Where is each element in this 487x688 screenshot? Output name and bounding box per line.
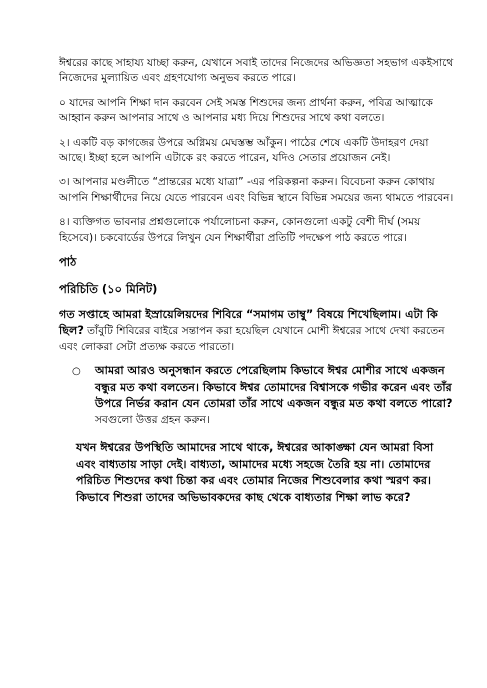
intro-explanation: তাঁবুটি শিবিরের বাইরে সন্তাপন করা হয়েছিল যেখানে মোশী ঈশ্বরের সাথে দেখা করতেন এবং লোকরা সেটা প্রত্যক্ষ করতে পারতো।	[59, 325, 445, 353]
paragraph-pray-children: ০ যাদের আপনি শিক্ষা দান করবেন সেই সমস্ত শিশুদের জন্য প্রার্থনা করুন, পবিত্র আত্মাকে আহ্বান করুন আপনার সাথে ও আপনার মধ্য দিয়ে শিশুদের সাথে কথা বলতে।	[59, 96, 433, 125]
paragraph-step-3: ৩। আপনার মণ্ডলীতে “প্রান্তরের মধ্যে যাত্রা” -এর পরিকল্পনা করুন। বিবেচনা করুন কোথায় আপনি শিক্ষার্থীদের নিয়ে যেতে পারবেন এবং বিভিন্ন স্থানে বিভিন্ন সময়ের জন্য থামতে পারবেন।	[59, 176, 454, 204]
question-text: আমরা আরও অনুসন্ধান করতে পেরেছিলাম কিভাবে ঈশ্বর মোশীর সাথে একজন বন্ধুর মত কথা বলতেন। কিভাবে ঈশ্বর তোমাদের বিশ্বাসকে গভীর করেন এবং তাঁর উপরে নির্ভর করান যেন তোমরা তাঁর সাথে একজন বন্ধুর মত কথা বলতে পারো?	[95, 364, 453, 411]
paragraph-prayer-help: ঈশ্বরের কাছে সাহায্য যাচ্ছা করুন, যেখানে সবাই তাদের নিজেদের অভিজ্ঞতা সহভাগ একইসাথে নিজেদের মুল্যায়িত এবং গ্রহণযোগ্য অনুভব করতে পারে।	[59, 57, 454, 85]
intro-heading: পরিচিতি (১০ মিনিট)	[59, 282, 158, 297]
intro-question: গত সপ্তাহে আমরা ইস্রায়েলিয়দের শিবিরে “সমাগম তাম্বু” বিষয়ে শিখেছিলাম। এটা কি ছিল?	[59, 308, 438, 338]
circle-bullet-icon: ○	[72, 366, 81, 378]
paragraph-step-2: ২। একটি বড় কাগজের উপরে অগ্নিময় মেঘস্তম্ভ আঁকুন। পাঠের শেষে একটি উদাহরণ দেয়া আছে। ইচ্ছা হলে আপনি এটাকে রং করতে পারেন, যদিও সেতার প্রয়োজন নেই।	[59, 136, 429, 165]
lesson-heading: পাঠ	[59, 255, 77, 270]
page-content	[59, 56, 455, 506]
closing-paragraph: যখন ঈশ্বরের উপস্থিতি আমাদের সাথে থাকে, ঈশ্বরের আকাঙ্ক্ষা যেন আমরা বিসা এবং বাধ্যতায় সাড়া দেই। বাধ্যতা, আমাদের মধ্যে সহজে তৈরি হয় না। তোমাদের পরিচিত শিশুদের কথা চিন্তা কর এবং তোমার নিজের শিশুবেলার কথা স্মরণ কর। কিভাবে শিশুরা তাদের অভিভাবকদের কাছ থেকে বাধ্যতার শিক্ষা লাভ করে?	[76, 440, 434, 504]
answer-note: সবগুলো উত্তর গ্রহন করুন।	[95, 413, 210, 426]
intro-paragraph	[59, 307, 455, 355]
question-block	[95, 363, 455, 428]
paragraph-step-4: ৪। ব্যক্তিগত ভাবনার প্রশ্নগুলোকে পর্যালোচনা করুন, কোনগুলো একটু বেশী দীর্ঘ (সময় হিসেবে)। চকবোর্ডের উপরে লিখুন যেন শিক্ষার্থীরা প্রতিটি পদক্ষেপ পাঠ করতে পারে।	[59, 216, 421, 244]
question-list-item	[59, 363, 455, 428]
